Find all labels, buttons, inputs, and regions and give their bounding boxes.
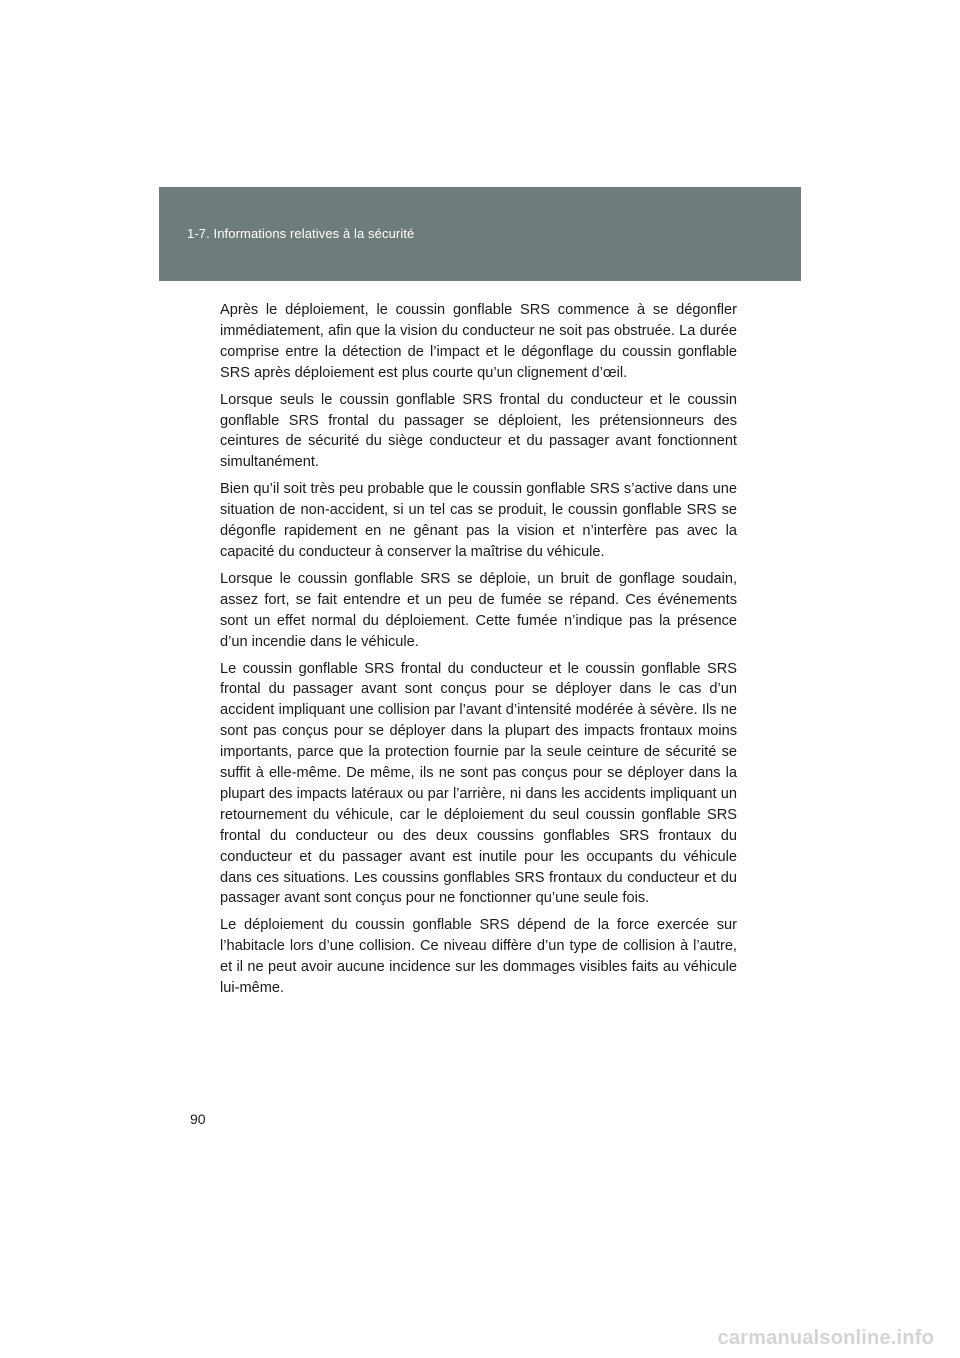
paragraph-pretensioners: Lorsque seuls le coussin gonflable SRS frontal du conducteur et le coussin gonflable SRS frontal du passager se déploient, les prétensionneurs des ceintures de sécurité du siège conducteur et du passager avant fonctionnent simultanément. xyxy=(220,391,737,471)
body-text xyxy=(220,300,737,1005)
paragraph-noise-smoke: Lorsque le coussin gonflable SRS se déploie, un bruit de gonflage soudain, assez fort, se fait entendre et un peu de fumée se répand. Ces événements sont un effet normal du déploiement. Cette fumée n’indique pas la présence d’un incendie dans le véhicule. xyxy=(220,570,737,650)
paragraph-non-accident: Bien qu’il soit très peu probable que le coussin gonflable SRS s’active dans une situation de non-accident, si un tel cas se produit, le coussin gonflable SRS se dégonfle rapidement en ne gênant pas la vision et n’interfère pas avec la capacité du conducteur à conserver la maîtrise du véhicule. xyxy=(220,481,737,560)
page-number: 90 xyxy=(190,1111,206,1127)
section-header-band xyxy=(159,187,801,281)
watermark: carmanualsonline.info xyxy=(717,1327,934,1349)
paragraph-deflation: Après le déploiement, le coussin gonflable SRS commence à se dégonfler immédiatement, afin que la vision du conducteur ne soit pas obstruée. La durée comprise entre la détection de l’impact et le dégonflage du coussin gonflable SRS après déploiement est plus courte qu’un clignement d’œil. xyxy=(220,302,737,381)
paragraph-collision-force: Le déploiement du coussin gonflable SRS dépend de la force exercée sur l’habitacle lors d’une collision. Ce niveau diffère d’un type de collision à l’autre, et il ne peut avoir aucune incidence sur les dommages visibles faits au véhicule lui-même. xyxy=(220,917,737,997)
paragraph-deployment-conditions: Le coussin gonflable SRS frontal du conducteur et le coussin gonflable SRS frontal du passager avant sont conçus pour se déployer dans le cas d’un accident impliquant une collision par l’avant d’intensité modérée à sévère. Ils ne sont pas conçus pour se déployer dans la plupart des impacts frontaux moins importants, parce que la protection fournie par la seule ceinture de sécurité se suffit à elle-même. De même, ils ne sont pas conçus pour se déployer dans la plupart des impacts latéraux ou par l’arrière, ni dans les accidents impliquant un retournement du véhicule, car le déploiement du seul coussin gonflable SRS frontal du conducteur ou des deux coussins gonflables SRS frontaux du conducteur et du passager avant est inutile pour les occupants du véhicule dans ces situations. Les coussins gonflables SRS frontaux du conducteur et du passager avant sont conçus pour ne fonctionner qu’une seule fois. xyxy=(220,660,737,907)
section-title: 1-7. Informations relatives à la sécurité xyxy=(187,226,415,241)
